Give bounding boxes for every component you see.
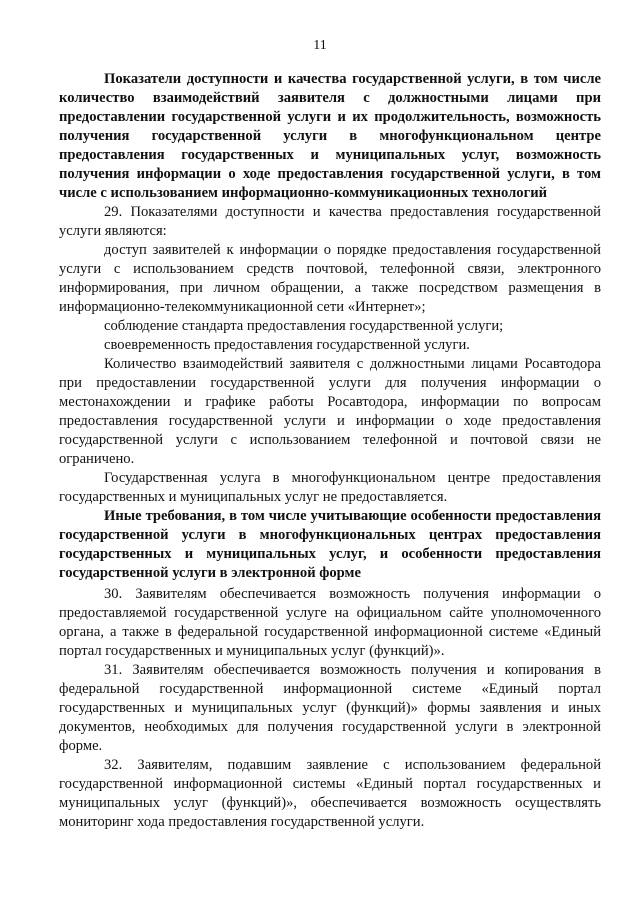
- paragraph-31: 31. Заявителям обеспечивается возможность получения и копирования в федеральной государственной информационной системе «Единый портал государственных и муниципальных услуг (функций)» формы заявления и иных документов, необходимых для получения государственной услуги в электронной форме.: [59, 662, 601, 754]
- paragraph-mfc: Государственная услуга в многофункциональном центре предоставления государственных и муниципальных услуг не предоставляется.: [59, 470, 601, 505]
- paragraph-29: 29. Показателями доступности и качества предоставления государственной услуги являются:: [59, 204, 601, 239]
- page-number: 11: [313, 38, 327, 53]
- document-body: [59, 70, 601, 832]
- paragraph-standard-compliance: соблюдение стандарта предоставления государственной услуги;: [104, 318, 504, 334]
- section-heading-accessibility: Показатели доступности и качества государственной услуги, в том числе количество взаимодействий заявителя с должностными лицами при предоставлении государственной услуги и их продолжительность, возможность получения государственной услуги в многофункциональном центре предоставления государственных и муниципальных услуг, возможность получения информации о ходе предоставления государственной услуги, в том числе с использованием информационно-коммуникационных технологий: [59, 71, 601, 201]
- paragraph-30: 30. Заявителям обеспечивается возможность получения информации о предоставляемой государственной услуге на официальном сайте уполномоченного органа, а также в федеральной государственной информационной системе «Единый портал государственных и муниципальных услуг (функций)».: [59, 586, 601, 659]
- paragraph-interaction-count: Количество взаимодействий заявителя с должностными лицами Росавтодора при предоставлении государственной услуги для получения информации о местонахождении и графике работы Росавтодора, информации по вопросам предоставления государственной услуги и информации о ходе предоставления государственной услуги с использованием телефонной и почтовой связи не ограничено.: [59, 356, 601, 467]
- paragraph-32: 32. Заявителям, подавшим заявление с использованием федеральной государственной информационной системы «Единый портал государственных и муниципальных услуг (функций)», обеспечивается возможность осуществлять мониторинг хода предоставления государственной услуги.: [59, 757, 601, 830]
- section-heading-other-requirements: Иные требования, в том числе учитывающие особенности предоставления государственной услуги в многофункциональных центрах предоставления государственных и муниципальных услуг, и особенности предоставления государственной услуги в электронной форме: [59, 508, 601, 581]
- paragraph-access-info: доступ заявителей к информации о порядке предоставления государственной услуги с использованием средств почтовой, телефонной связи, электронного информирования, при личном обращении, а также посредством размещения в информационно-телекоммуникационной сети «Интернет»;: [59, 242, 601, 315]
- paragraph-timeliness: своевременность предоставления государственной услуги.: [104, 337, 470, 353]
